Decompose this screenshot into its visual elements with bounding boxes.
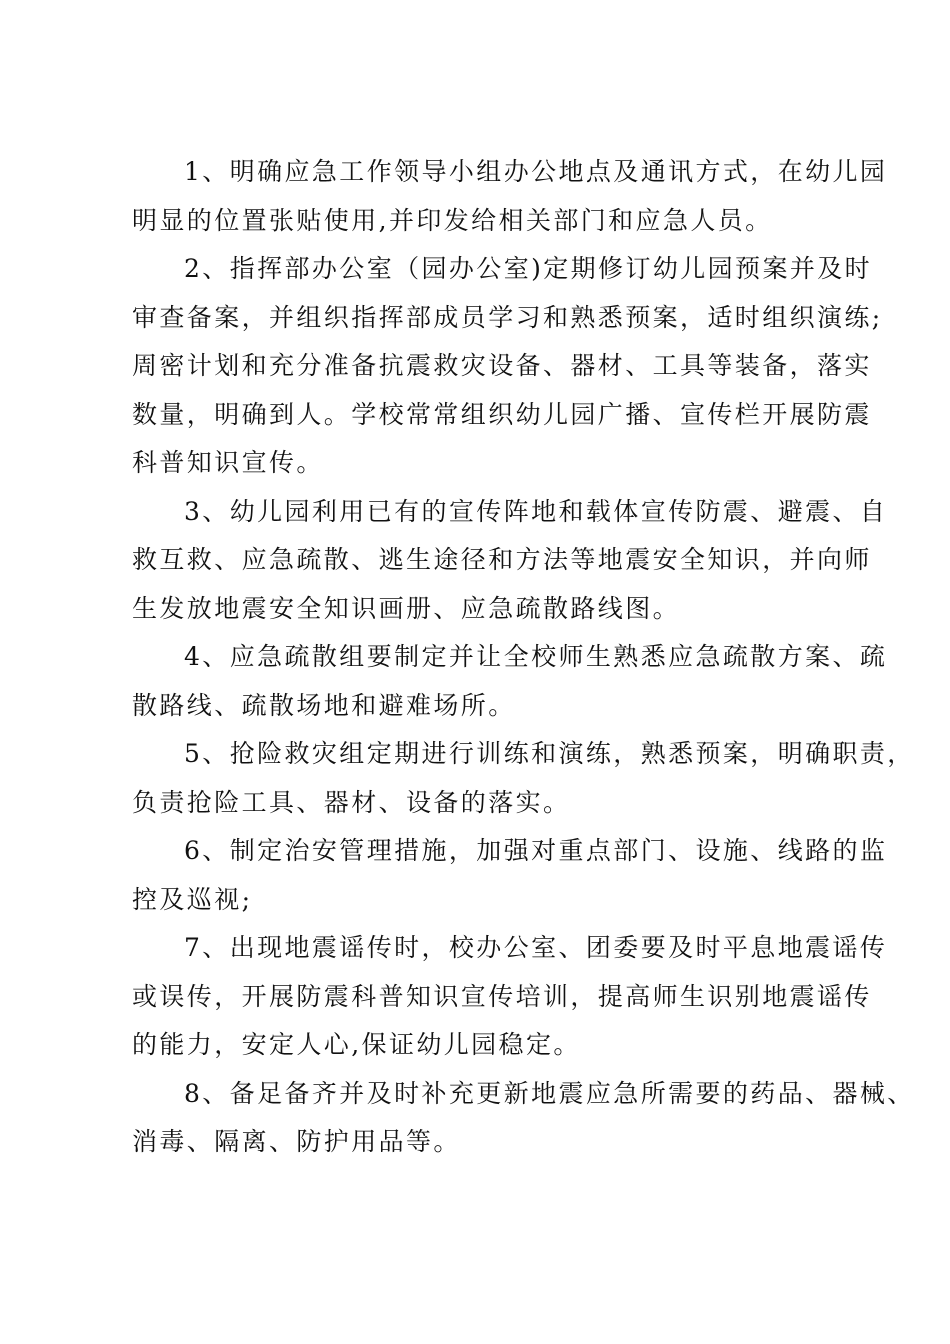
text-line: 1、明确应急工作领导小组办公地点及通讯方式，在幼儿园 xyxy=(184,157,888,186)
text-line: 5、抢险救灾组定期进行训练和演练，熟悉预案，明确职责， xyxy=(184,739,915,768)
text-line: 的能力，安定人心,保证幼儿园稳定。 xyxy=(132,1030,581,1059)
text-line: 审查备案，并组织指挥部成员学习和熟悉预案，适时组织演练; xyxy=(132,302,883,332)
text-line: 4、应急疏散组要制定并让全校师生熟悉应急疏散方案、疏 xyxy=(184,642,888,671)
text-line: 明显的位置张贴使用,并印发给相关部门和应急人员。 xyxy=(132,205,773,235)
text-line: 科普知识宣传。 xyxy=(132,448,324,477)
paragraph-5 xyxy=(132,730,915,827)
text-line: 6、制定治安管理措施，加强对重点部门、设施、线路的监 xyxy=(184,836,888,865)
paragraph-8 xyxy=(132,1070,915,1167)
document-body xyxy=(132,148,915,1167)
paragraph-4 xyxy=(132,633,888,730)
paragraph-2 xyxy=(132,245,883,488)
text-line: 周密计划和充分准备抗震救灾设备、器材、工具等装备，落实 xyxy=(132,351,872,380)
paragraph-7 xyxy=(132,924,888,1070)
text-line: 3、幼儿园利用已有的宣传阵地和载体宣传防震、避震、自 xyxy=(184,496,888,526)
text-line: 7、出现地震谣传时，校办公室、团委要及时平息地震谣传 xyxy=(184,933,888,962)
text-line: 散路线、疏散场地和避难场所。 xyxy=(132,690,516,720)
text-line: 或误传，开展防震科普知识宣传培训，提高师生识别地震谣传 xyxy=(132,981,872,1011)
text-line: 控及巡视; xyxy=(132,884,253,914)
paragraph-3 xyxy=(132,488,888,634)
text-line: 数量，明确到人。学校常常组织幼儿园广播、宣传栏开展防震 xyxy=(132,399,872,429)
paragraph-1 xyxy=(132,148,888,245)
text-line: 8、备足备齐并及时补充更新地震应急所需要的药品、器械、 xyxy=(184,1078,915,1108)
text-line: 2、指挥部办公室（园办公室)定期修订幼儿园预案并及时 xyxy=(184,254,873,283)
text-line: 负责抢险工具、器材、设备的落实。 xyxy=(132,787,571,817)
text-line: 消毒、隔离、防护用品等。 xyxy=(132,1127,461,1156)
paragraph-6 xyxy=(132,827,888,924)
text-line: 救互救、应急疏散、逃生途径和方法等地震安全知识，并向师 xyxy=(132,545,872,574)
text-line: 生发放地震安全知识画册、应急疏散路线图。 xyxy=(132,593,681,623)
